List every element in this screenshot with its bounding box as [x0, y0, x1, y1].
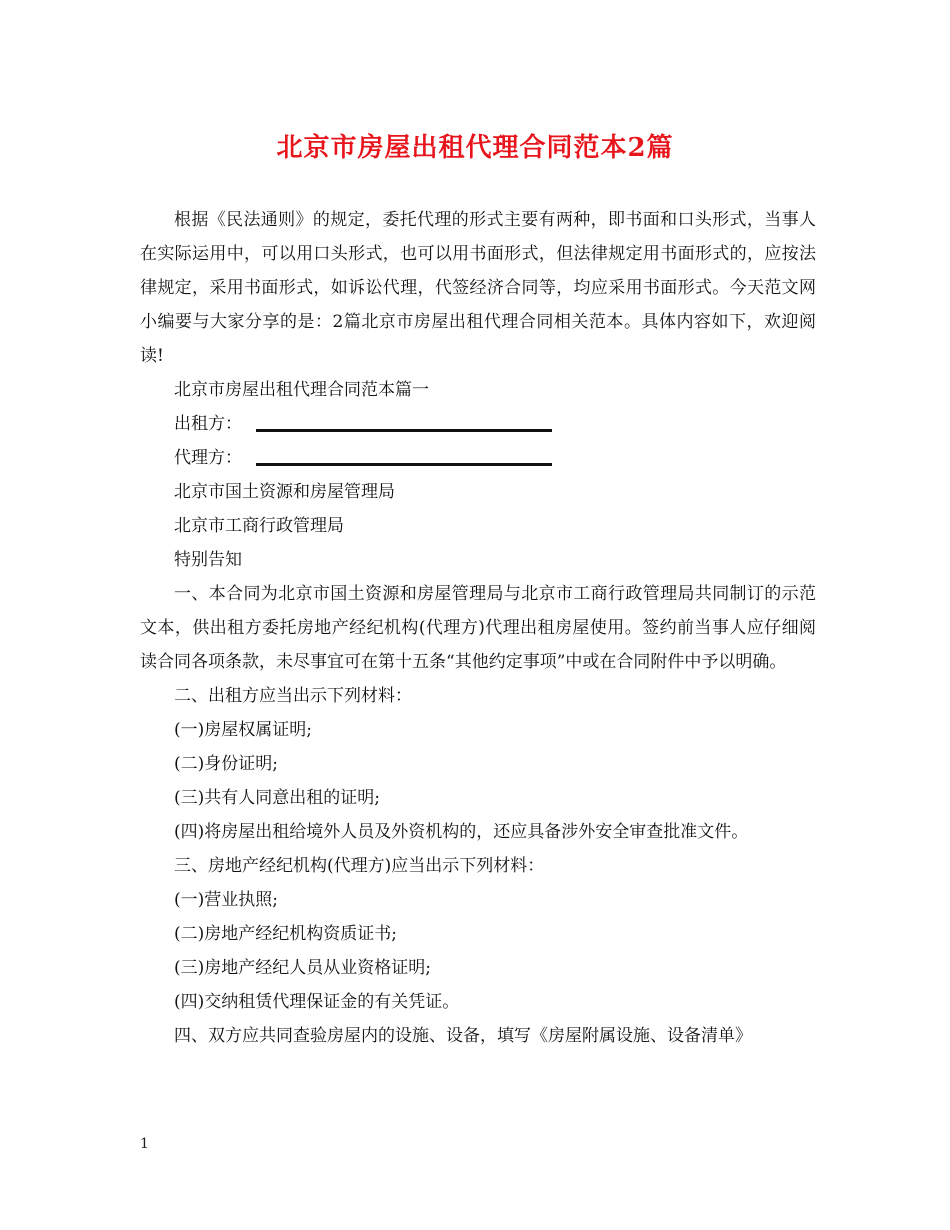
page-number: 1 — [140, 1136, 149, 1152]
notice-2-subitem: (三)共有人同意出租的证明; — [174, 788, 380, 808]
authority-land-housing: 北京市国土资源和房屋管理局 — [174, 482, 395, 502]
agent-blank-line — [256, 463, 552, 466]
notice-item-3: 三、房地产经纪机构(代理方)应当出示下列材料： — [174, 856, 545, 876]
authority-industry-commerce: 北京市工商行政管理局 — [174, 516, 344, 536]
intro-paragraph: 根据《民法通则》的规定，委托代理的形式主要有两种，即书面和口头形式，当事人在实际运用中，可以用口头形式，也可以用书面形式，但法律规定用书面形式的，应按法律规定，采用书面形式，如诉讼代理，代签经济合同等，均应采用书面形式。今天范文网小编要与大家分享的是：2篇北京市房屋出租代理合同相关范本。具体内容如下，欢迎阅读! — [140, 210, 816, 366]
document-title: 北京市房屋出租代理合同范本2篇 — [276, 133, 674, 163]
lessor-field — [140, 407, 816, 441]
section-heading: 北京市房屋出租代理合同范本篇一 — [174, 380, 429, 400]
agent-field — [140, 441, 816, 475]
notice-item-4: 四、双方应共同查验房屋内的设施、设备，填写《房屋附属设施、设备清单》 — [174, 1026, 752, 1046]
lessor-blank-line — [256, 429, 552, 432]
notice-2-subitem: (一)房屋权属证明; — [174, 720, 312, 740]
document-body — [140, 203, 816, 1053]
lessor-label: 出租方： — [174, 414, 242, 434]
notice-2-subitem: (二)身份证明; — [174, 754, 278, 774]
agent-label: 代理方： — [174, 448, 242, 468]
notice-3-subitem: (三)房地产经纪人员从业资格证明; — [174, 958, 431, 978]
notice-2-subitem: (四)将房屋出租给境外人员及外资机构的，还应具备涉外安全审查批准文件。 — [174, 822, 749, 842]
notice-heading: 特别告知 — [174, 550, 242, 570]
notice-item-2: 二、出租方应当出示下列材料： — [174, 686, 412, 706]
notice-3-subitem: (二)房地产经纪机构资质证书; — [174, 924, 397, 944]
notice-item-1: 一、本合同为北京市国土资源和房屋管理局与北京市工商行政管理局共同制订的示范文本，供出租方委托房地产经纪机构(代理方)代理出租房屋使用。签约前当事人应仔细阅读合同各项条款，未尽事宜可在第十五条“其他约定事项”中或在合同附件中予以明确。 — [140, 584, 816, 672]
notice-3-subitem: (一)营业执照; — [174, 890, 278, 910]
notice-3-subitem: (四)交纳租赁代理保证金的有关凭证。 — [174, 992, 460, 1012]
